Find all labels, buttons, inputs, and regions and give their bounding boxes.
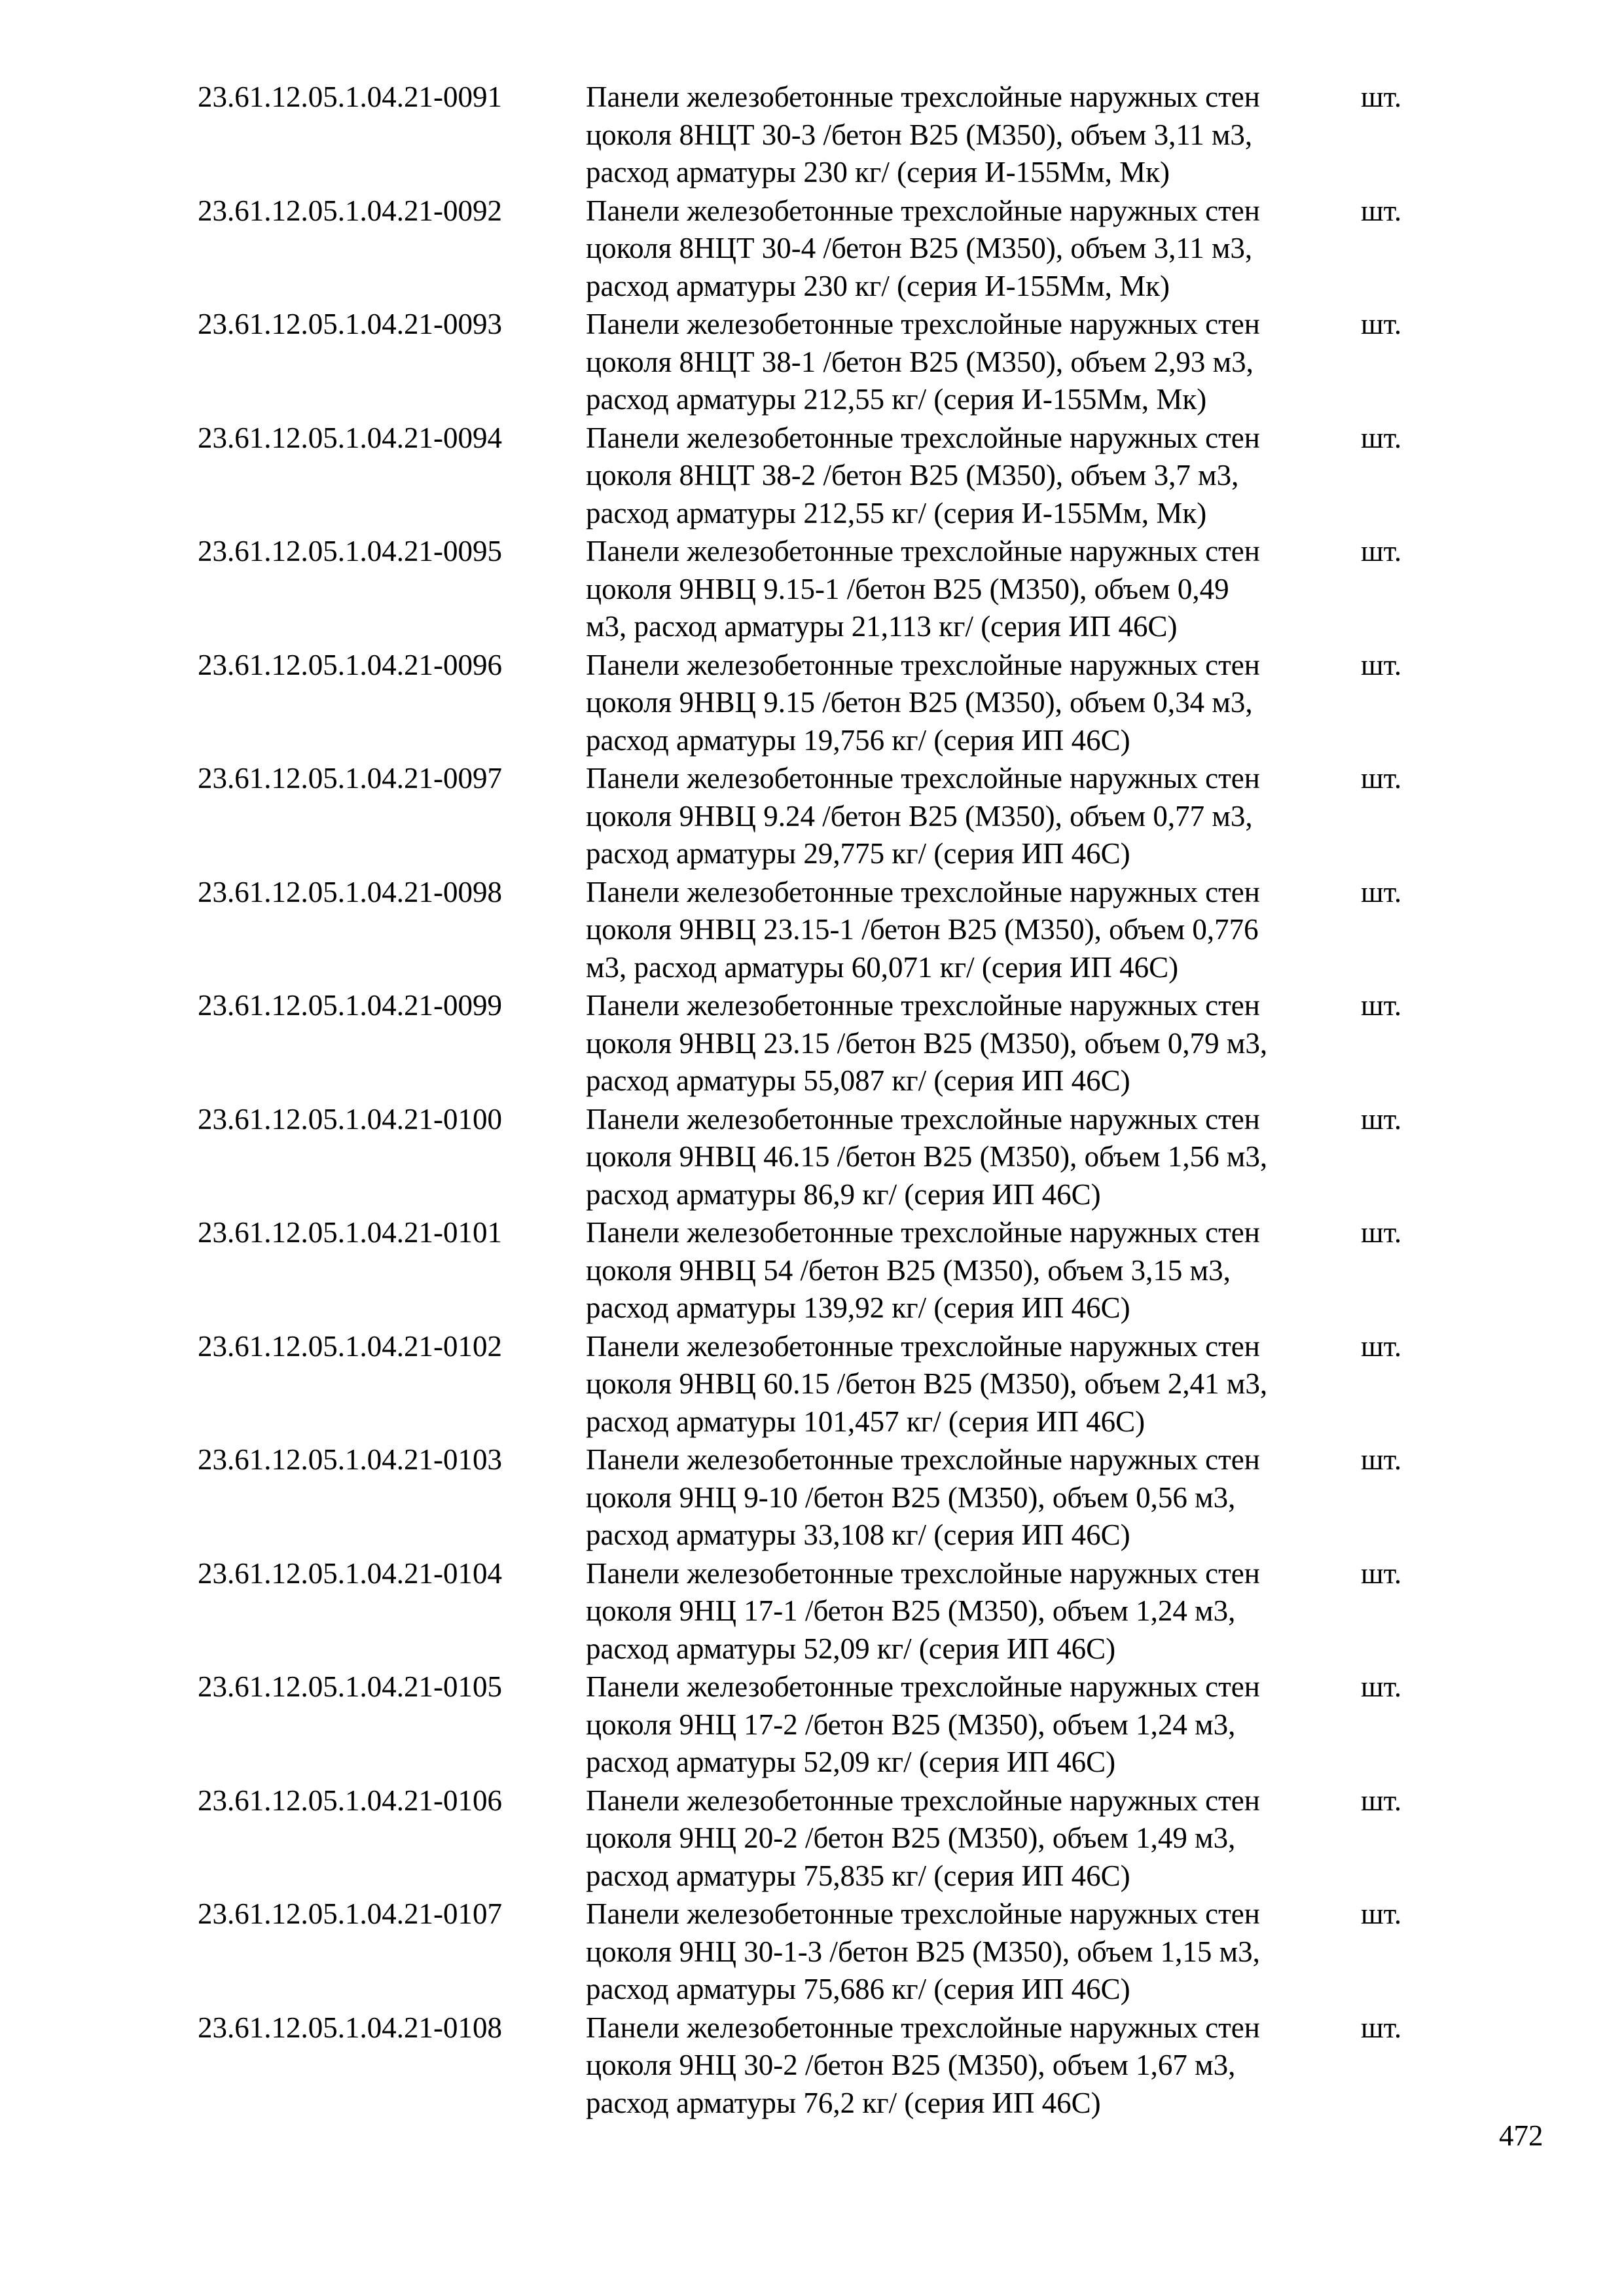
- entry-row: [0, 2009, 1624, 2123]
- entry-description-line: расход арматуры 52,09 кг/ (серия ИП 46С): [586, 1746, 1116, 1778]
- entry-description-line: цоколя 9НВЦ 9.15-1 /бетон В25 (М350), объем 0,49: [586, 572, 1229, 605]
- entry-description: [586, 1782, 1371, 1895]
- entry-description-line: расход арматуры 212,55 кг/ (серия И-155Мм, Мк): [586, 383, 1207, 416]
- page-number: 472: [1499, 2119, 1543, 2152]
- entry-code: 23.61.12.05.1.04.21-0093: [198, 308, 502, 340]
- entry-unit: шт.: [1361, 1443, 1402, 1476]
- entry-unit: шт.: [1361, 762, 1402, 795]
- entry-description-line: цоколя 9НЦ 17-2 /бетон В25 (М350), объем 1,24 м3,: [586, 1708, 1236, 1741]
- price-entry-list: [0, 79, 1624, 2123]
- entry-description: [586, 420, 1371, 533]
- entry-description: [586, 1101, 1371, 1214]
- entry-description-line: расход арматуры 52,09 кг/ (серия ИП 46С): [586, 1632, 1116, 1665]
- entry-description: [586, 1895, 1371, 2009]
- entry-description-line: Панели железобетонные трехслойные наружных стен: [586, 1670, 1260, 1703]
- entry-unit: шт.: [1361, 421, 1402, 454]
- entry-description: [586, 1668, 1371, 1782]
- entry-description-line: цоколя 8НЦТ 38-2 /бетон В25 (М350), объем 3,7 м3,: [586, 459, 1239, 492]
- entry-row: [0, 760, 1624, 874]
- entry-description-line: Панели железобетонные трехслойные наружных стен: [586, 1556, 1260, 1590]
- entry-unit: шт.: [1361, 989, 1402, 1022]
- entry-description-line: Панели железобетонные трехслойные наружных стен: [586, 1784, 1260, 1817]
- entry-description-line: Панели железобетонные трехслойные наружных стен: [586, 1216, 1260, 1249]
- entry-code: 23.61.12.05.1.04.21-0100: [198, 1102, 502, 1136]
- entry-row: [0, 1895, 1624, 2009]
- entry-row: [0, 1555, 1624, 1669]
- entry-description-line: Панели железобетонные трехслойные наружных стен: [586, 1443, 1260, 1476]
- entry-description-line: расход арматуры 75,686 кг/ (серия ИП 46С): [586, 1973, 1130, 2005]
- entry-description: [586, 1328, 1371, 1441]
- entry-description-line: Панели железобетонные трехслойные наружных стен: [586, 81, 1260, 113]
- entry-description-line: цоколя 9НЦ 30-1-3 /бетон В25 (М350), объем 1,15 м3,: [586, 1935, 1260, 1968]
- entry-description-line: м3, расход арматуры 21,113 кг/ (серия ИП 46С): [586, 610, 1178, 643]
- entry-unit: шт.: [1361, 1670, 1402, 1703]
- entry-description-line: расход арматуры 33,108 кг/ (серия ИП 46С): [586, 1518, 1130, 1551]
- entry-description-line: цоколя 9НВЦ 9.15 /бетон В25 (М350), объем 0,34 м3,: [586, 686, 1253, 719]
- entry-row: [0, 420, 1624, 533]
- entry-description: [586, 533, 1371, 646]
- entry-code: 23.61.12.05.1.04.21-0106: [198, 1784, 502, 1817]
- entry-row: [0, 306, 1624, 420]
- entry-description-line: цоколя 9НЦ 17-1 /бетон В25 (М350), объем 1,24 м3,: [586, 1594, 1236, 1627]
- entry-description-line: расход арматуры 75,835 кг/ (серия ИП 46С): [586, 1859, 1130, 1892]
- entry-description-line: Панели железобетонные трехслойные наружных стен: [586, 1329, 1260, 1363]
- entry-unit: шт.: [1361, 535, 1402, 567]
- entry-unit: шт.: [1361, 648, 1402, 681]
- entry-description-line: Панели железобетонные трехслойные наружных стен: [586, 648, 1260, 681]
- entry-description-line: цоколя 9НЦ 20-2 /бетон В25 (М350), объем 1,49 м3,: [586, 1821, 1236, 1854]
- entry-code: 23.61.12.05.1.04.21-0103: [198, 1443, 502, 1476]
- entry-unit: шт.: [1361, 1784, 1402, 1817]
- entry-description-line: м3, расход арматуры 60,071 кг/ (серия ИП 46С): [586, 950, 1179, 984]
- entry-row: [0, 1441, 1624, 1555]
- entry-description: [586, 2009, 1371, 2123]
- entry-description-line: расход арматуры 230 кг/ (серия И-155Мм, Мк): [586, 269, 1170, 302]
- entry-code: 23.61.12.05.1.04.21-0094: [198, 421, 502, 454]
- entry-description-line: Панели железобетонные трехслойные наружных стен: [586, 308, 1260, 340]
- entry-code: 23.61.12.05.1.04.21-0096: [198, 648, 502, 681]
- entry-code: 23.61.12.05.1.04.21-0099: [198, 989, 502, 1022]
- entry-description-line: расход арматуры 139,92 кг/ (серия ИП 46С): [586, 1291, 1130, 1324]
- entry-description-line: цоколя 9НВЦ 54 /бетон В25 (М350), объем 3,15 м3,: [586, 1253, 1231, 1287]
- entry-description-line: цоколя 9НВЦ 60.15 /бетон В25 (М350), объем 2,41 м3,: [586, 1367, 1268, 1400]
- entry-description-line: расход арматуры 212,55 кг/ (серия И-155Мм, Мк): [586, 496, 1207, 529]
- entry-description-line: Панели железобетонные трехслойные наружных стен: [586, 1897, 1260, 1930]
- entry-description-line: Панели железобетонные трехслойные наружных стен: [586, 421, 1260, 454]
- entry-description-line: расход арматуры 55,087 кг/ (серия ИП 46С): [586, 1064, 1130, 1097]
- entry-row: [0, 1101, 1624, 1215]
- entry-description-line: расход арматуры 76,2 кг/ (серия ИП 46С): [586, 2086, 1101, 2119]
- entry-row: [0, 987, 1624, 1101]
- entry-code: 23.61.12.05.1.04.21-0108: [198, 2011, 502, 2044]
- entry-row: [0, 79, 1624, 192]
- entry-description: [586, 647, 1371, 760]
- entry-row: [0, 533, 1624, 647]
- entry-description-line: Панели железобетонные трехслойные наружных стен: [586, 1102, 1260, 1136]
- entry-description: [586, 760, 1371, 873]
- entry-description: [586, 1214, 1371, 1327]
- entry-unit: шт.: [1361, 194, 1402, 227]
- entry-unit: шт.: [1361, 308, 1402, 340]
- entry-unit: шт.: [1361, 2011, 1402, 2044]
- entry-unit: шт.: [1361, 1556, 1402, 1590]
- entry-description-line: Панели железобетонные трехслойные наружных стен: [586, 2011, 1260, 2044]
- entry-code: 23.61.12.05.1.04.21-0098: [198, 875, 502, 908]
- entry-row: [0, 1328, 1624, 1442]
- entry-code: 23.61.12.05.1.04.21-0105: [198, 1670, 502, 1703]
- entry-description-line: цоколя 9НЦ 9-10 /бетон В25 (М350), объем 0,56 м3,: [586, 1480, 1236, 1514]
- entry-row: [0, 1214, 1624, 1328]
- entry-unit: шт.: [1361, 1216, 1402, 1249]
- entry-code: 23.61.12.05.1.04.21-0095: [198, 535, 502, 567]
- entry-description-line: Панели железобетонные трехслойные наружных стен: [586, 194, 1260, 227]
- entry-description-line: расход арматуры 29,775 кг/ (серия ИП 46С): [586, 837, 1130, 870]
- entry-description-line: цоколя 8НЦТ 30-4 /бетон В25 (М350), объем 3,11 м3,: [586, 232, 1253, 264]
- entry-code: 23.61.12.05.1.04.21-0092: [198, 194, 502, 227]
- entry-unit: шт.: [1361, 81, 1402, 113]
- entry-description-line: Панели железобетонные трехслойные наружных стен: [586, 875, 1260, 908]
- entry-code: 23.61.12.05.1.04.21-0097: [198, 762, 502, 795]
- entry-code: 23.61.12.05.1.04.21-0107: [198, 1897, 502, 1930]
- entry-code: 23.61.12.05.1.04.21-0091: [198, 81, 502, 113]
- entry-row: [0, 1668, 1624, 1782]
- entry-description-line: расход арматуры 101,457 кг/ (серия ИП 46С): [586, 1405, 1146, 1438]
- entry-description: [586, 79, 1371, 192]
- entry-description-line: Панели железобетонные трехслойные наружных стен: [586, 535, 1260, 567]
- entry-description-line: цоколя 9НВЦ 23.15 /бетон В25 (М350), объем 0,79 м3,: [586, 1026, 1268, 1060]
- entry-description-line: цоколя 8НЦТ 38-1 /бетон В25 (М350), объем 2,93 м3,: [586, 345, 1254, 378]
- entry-unit: шт.: [1361, 1329, 1402, 1363]
- entry-description-line: Панели железобетонные трехслойные наружных стен: [586, 762, 1260, 795]
- entry-unit: шт.: [1361, 1897, 1402, 1930]
- entry-unit: шт.: [1361, 1102, 1402, 1136]
- entry-description: [586, 192, 1371, 306]
- entry-description: [586, 987, 1371, 1100]
- entry-description: [586, 874, 1371, 987]
- entry-description: [586, 306, 1371, 419]
- entry-description-line: цоколя 8НЦТ 30-3 /бетон В25 (М350), объем 3,11 м3,: [586, 118, 1253, 151]
- entry-code: 23.61.12.05.1.04.21-0104: [198, 1556, 502, 1590]
- entry-row: [0, 1782, 1624, 1896]
- entry-description-line: расход арматуры 86,9 кг/ (серия ИП 46С): [586, 1177, 1101, 1211]
- entry-row: [0, 874, 1624, 988]
- entry-description-line: расход арматуры 19,756 кг/ (серия ИП 46С): [586, 723, 1130, 757]
- entry-unit: шт.: [1361, 875, 1402, 908]
- entry-description: [586, 1441, 1371, 1554]
- entry-row: [0, 192, 1624, 306]
- entry-description-line: цоколя 9НВЦ 9.24 /бетон В25 (М350), объем 0,77 м3,: [586, 799, 1253, 833]
- entry-description-line: цоколя 9НЦ 30-2 /бетон В25 (М350), объем 1,67 м3,: [586, 2049, 1236, 2081]
- entry-code: 23.61.12.05.1.04.21-0102: [198, 1329, 502, 1363]
- entry-row: [0, 647, 1624, 761]
- entry-description-line: цоколя 9НВЦ 46.15 /бетон В25 (М350), объем 1,56 м3,: [586, 1140, 1268, 1173]
- entry-description-line: цоколя 9НВЦ 23.15-1 /бетон В25 (М350), объем 0,776: [586, 913, 1259, 946]
- entry-description-line: расход арматуры 230 кг/ (серия И-155Мм, Мк): [586, 156, 1170, 188]
- entry-description: [586, 1555, 1371, 1668]
- entry-description-line: Панели железобетонные трехслойные наружных стен: [586, 989, 1260, 1022]
- entry-code: 23.61.12.05.1.04.21-0101: [198, 1216, 502, 1249]
